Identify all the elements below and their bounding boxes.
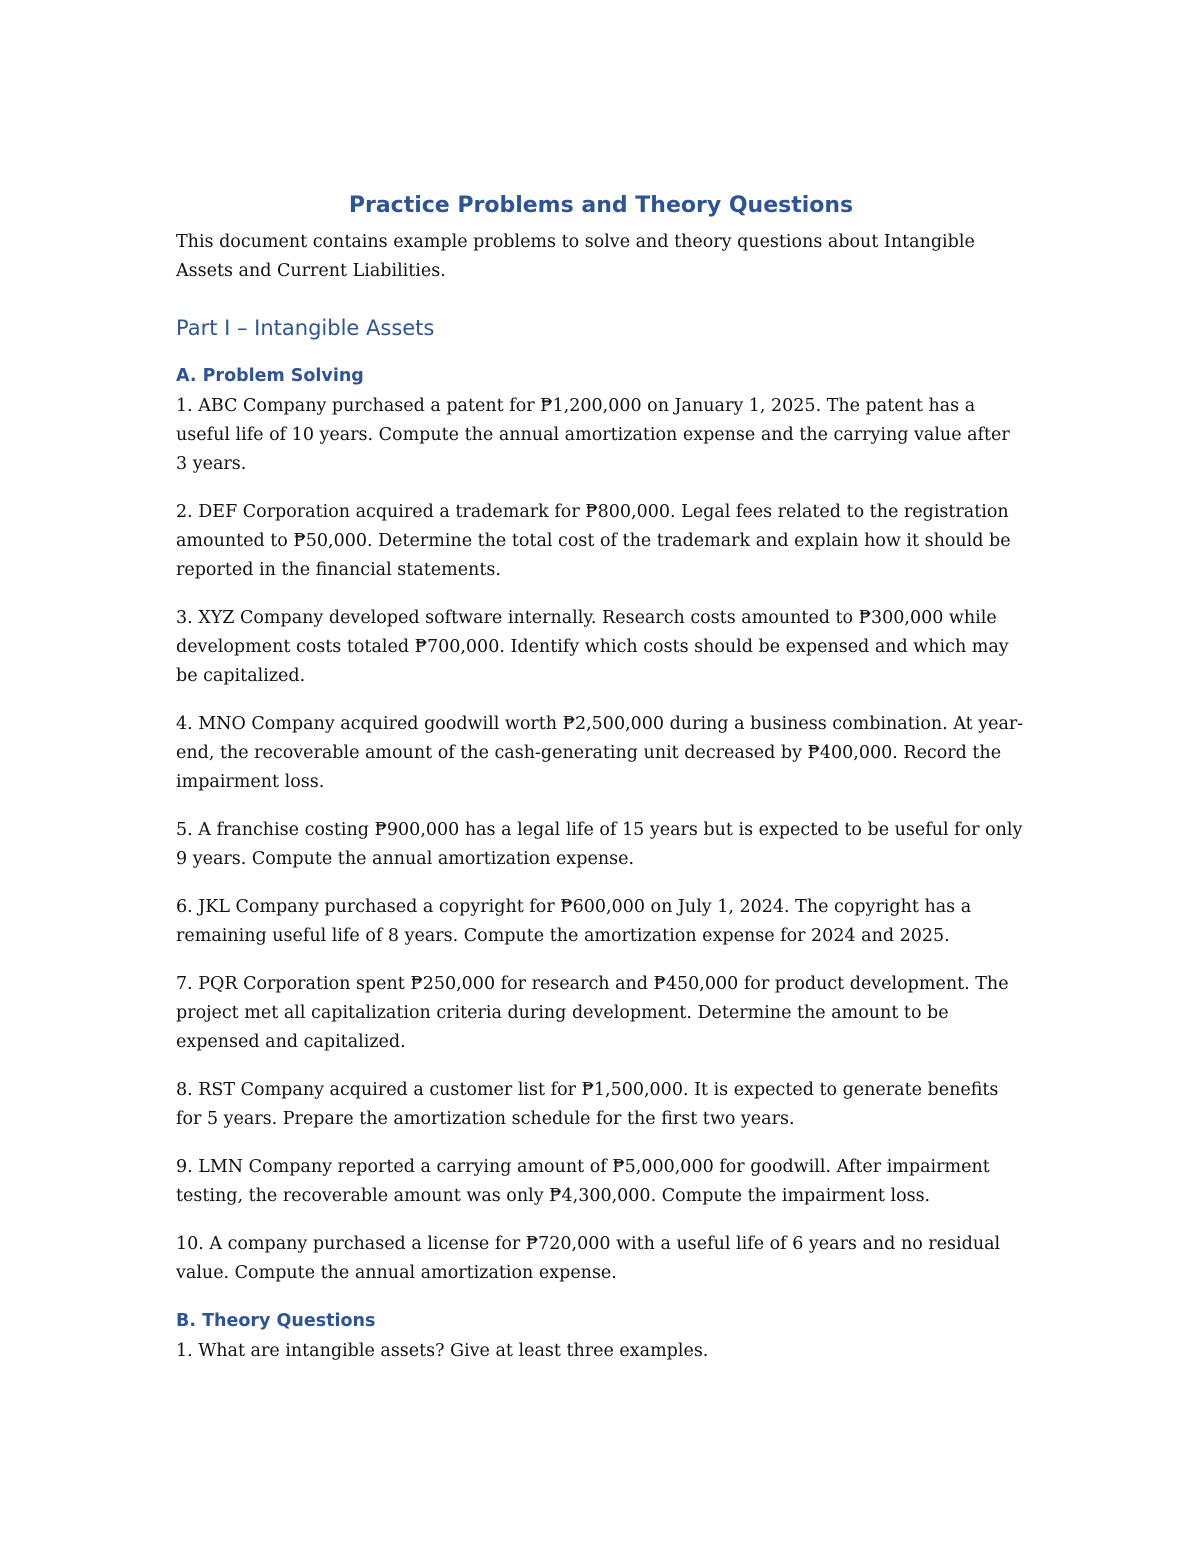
question-list xyxy=(176,1337,1026,1366)
problem-list xyxy=(176,392,1026,1288)
problem-item-5: 5. A franchise costing ₱900,000 has a legal life of 15 years but is expected to be useful for only 9 years. Compute the annual amortization expense. xyxy=(176,820,1023,869)
document-title: Practice Problems and Theory Questions xyxy=(348,193,854,218)
document-page xyxy=(176,188,1026,1385)
problem-item-6: 6. JKL Company purchased a copyright for ₱600,000 on July 1, 2024. The copyright has a remaining useful life of 8 years. Compute the amortization expense for 2024 and 2025. xyxy=(176,897,972,946)
section-b-heading: B. Theory Questions xyxy=(176,1311,376,1331)
question-item-1: 1. What are intangible assets? Give at least three examples. xyxy=(176,1341,709,1361)
problem-item-7: 7. PQR Corporation spent ₱250,000 for research and ₱450,000 for product development. The project met all capitalization criteria during development. Determine the amount to be expensed and capitalized. xyxy=(176,974,1009,1052)
problem-item-2: 2. DEF Corporation acquired a trademark for ₱800,000. Legal fees related to the registration amounted to ₱50,000. Determine the total cost of the trademark and explain how it should be reported in the financial statements. xyxy=(176,502,1011,580)
problem-item-4: 4. MNO Company acquired goodwill worth ₱2,500,000 during a business combination. At year-end, the recoverable amount of the cash-generating unit decreased by ₱400,000. Record the impairment loss. xyxy=(176,714,1024,792)
problem-item-9: 9. LMN Company reported a carrying amount of ₱5,000,000 for goodwill. After impairment testing, the recoverable amount was only ₱4,300,000. Compute the impairment loss. xyxy=(176,1157,990,1206)
part-1-heading: Part I – Intangible Assets xyxy=(176,316,435,340)
problem-item-10: 10. A company purchased a license for ₱720,000 with a useful life of 6 years and no residual value. Compute the annual amortization expense. xyxy=(176,1234,1001,1283)
problem-item-3: 3. XYZ Company developed software internally. Research costs amounted to ₱300,000 while development costs totaled ₱700,000. Identify which costs should be expensed and which may be capitalized. xyxy=(176,608,1009,686)
problem-item-1: 1. ABC Company purchased a patent for ₱1,200,000 on January 1, 2025. The patent has a useful life of 10 years. Compute the annual amortization expense and the carrying value after 3 years. xyxy=(176,396,1010,474)
section-a-heading: A. Problem Solving xyxy=(176,366,364,386)
document-intro: This document contains example problems to solve and theory questions about Intangible Assets and Current Liabilities. xyxy=(176,232,975,281)
problem-item-8: 8. RST Company acquired a customer list for ₱1,500,000. It is expected to generate benefits for 5 years. Prepare the amortization schedule for the first two years. xyxy=(176,1080,999,1129)
